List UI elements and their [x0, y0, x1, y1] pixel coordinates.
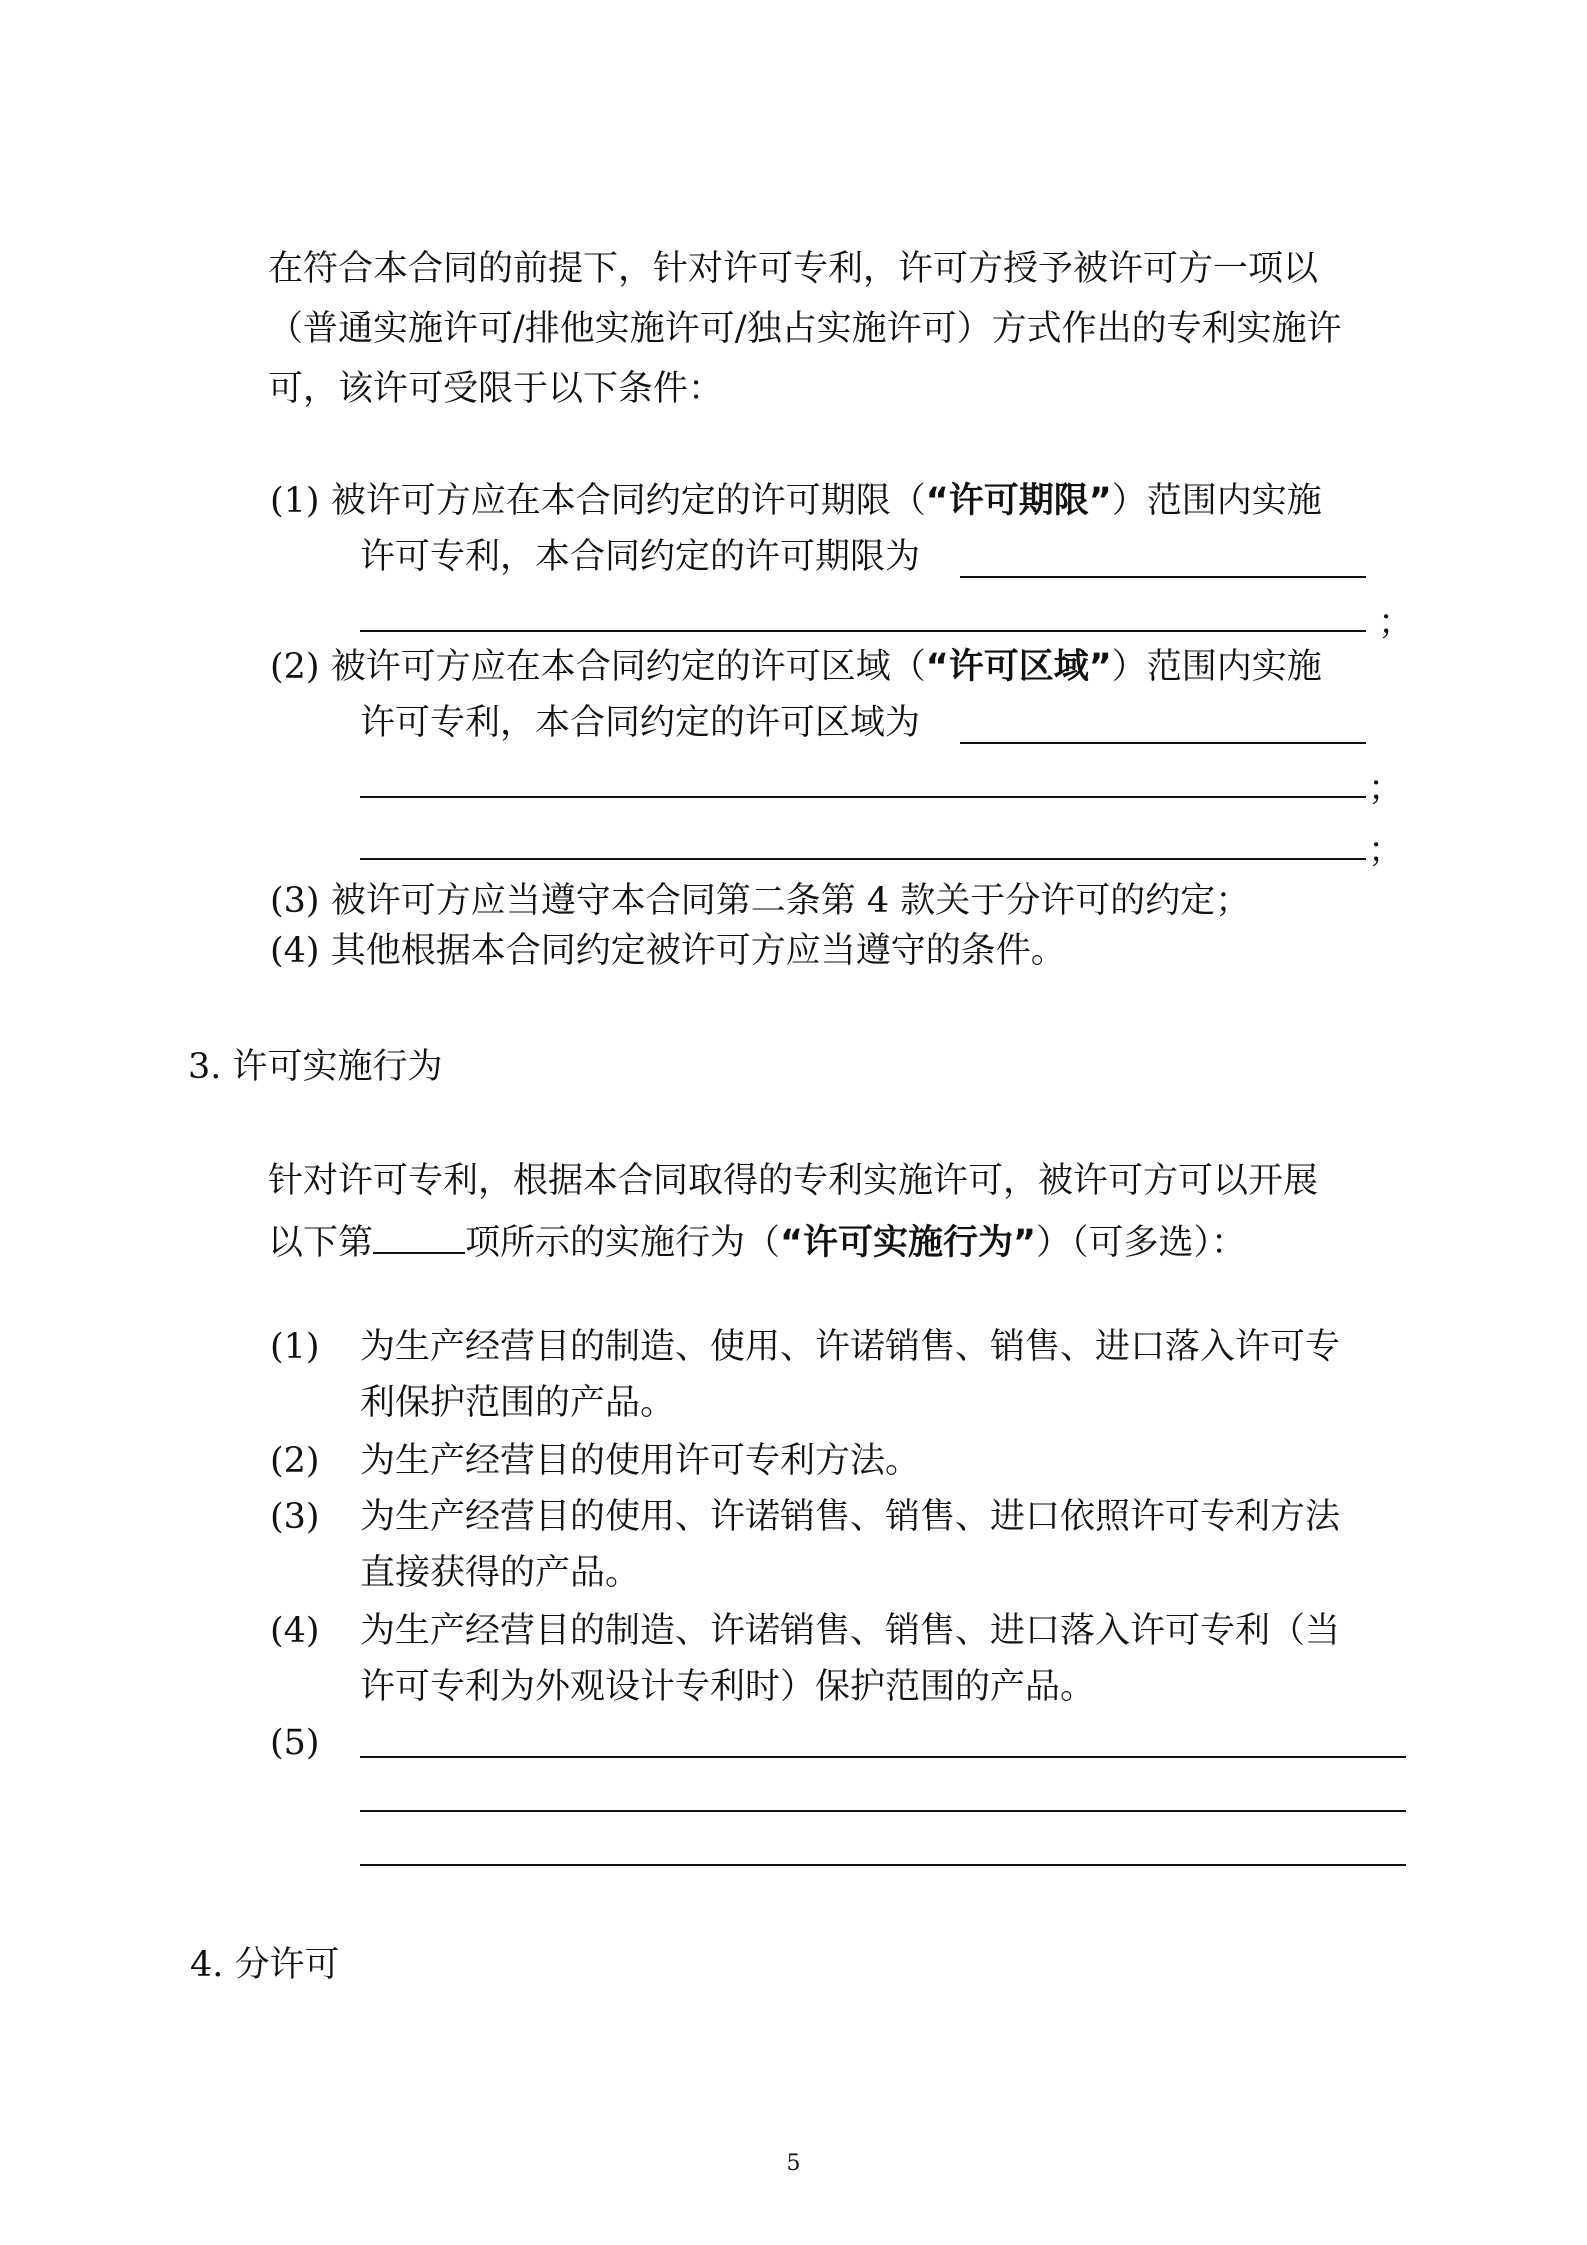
condition-1-pre: (1) 被许可方应在本合同约定的许可期限（ — [270, 481, 926, 521]
condition-1-semicolon: ； — [1378, 603, 1414, 643]
item-3-line-1: 为生产经营目的使用、许诺销售、销售、进口依照许可专利方法 — [360, 1497, 1341, 1537]
item-3-line-2: 直接获得的产品。 — [360, 1553, 641, 1593]
condition-1-line-2 — [360, 534, 920, 580]
section-3-term: “许可实施行为” — [780, 1223, 1037, 1263]
item-4-line-1: 为生产经营目的制造、许诺销售、销售、进口落入许可专利（当 — [360, 1611, 1341, 1651]
section-4-heading: 4. 分许可 — [190, 1945, 340, 1985]
intro-line-2: （普通实施许可/排他实施许可/独占实施许可）方式作出的专利实施许 — [268, 309, 1342, 349]
section-3-heading: 3. 许可实施行为 — [188, 1047, 443, 1087]
condition-2-pre: (2) 被许可方应在本合同约定的许可区域（ — [270, 647, 926, 687]
item-2-num: (2) — [270, 1441, 320, 1481]
page-number: 5 — [786, 2151, 801, 2176]
item-1-line-2: 利保护范围的产品。 — [360, 1383, 676, 1423]
condition-3: (3) 被许可方应当遵守本合同第二条第 4 款关于分许可的约定； — [270, 881, 1251, 921]
item-3-num: (3) — [270, 1497, 320, 1537]
item-4-line-2: 许可专利为外观设计专利时）保护范围的产品。 — [360, 1667, 1096, 1707]
condition-1-line-1 — [270, 478, 1322, 524]
condition-1-post: ）范围内实施 — [1111, 481, 1322, 521]
item-5-num: (5) — [270, 1723, 320, 1763]
item-5-blank-c[interactable] — [360, 1864, 1406, 1866]
item-1-num: (1) — [270, 1327, 320, 1367]
condition-2-blank-c[interactable] — [360, 858, 1366, 860]
condition-2-semicolon-a: ； — [1368, 769, 1404, 809]
condition-1-blank-a[interactable] — [960, 576, 1366, 578]
condition-2-blank-b[interactable] — [360, 796, 1366, 798]
item-5-blank-a[interactable] — [360, 1756, 1406, 1758]
section-3-line-2 — [268, 1216, 1246, 1266]
condition-2-line-1 — [270, 644, 1322, 690]
intro-line-3: 可，该许可受限于以下条件： — [268, 369, 724, 409]
section-3-item-blank[interactable] — [373, 1216, 465, 1254]
section-3-line-2-pre: 以下第 — [268, 1223, 374, 1263]
condition-2-line-2 — [360, 700, 920, 746]
section-3-line-1: 针对许可专利，根据本合同取得的专利实施许可，被许可方可以开展 — [268, 1161, 1319, 1201]
condition-2-line-2-text: 许可专利，本合同约定的许可区域为 — [360, 703, 921, 743]
section-3-line-2-post: ）（可多选）： — [1036, 1223, 1247, 1263]
condition-1-term: “许可期限” — [925, 481, 1112, 521]
condition-1-blank-b[interactable] — [360, 630, 1366, 632]
item-4-num: (4) — [270, 1611, 320, 1651]
intro-line-1: 在符合本合同的前提下，针对许可专利，许可方授予被许可方一项以 — [268, 249, 1319, 289]
condition-4: (4) 其他根据本合同约定被许可方应当遵守的条件。 — [270, 931, 1066, 971]
condition-2-term: “许可区域” — [925, 647, 1112, 687]
condition-2-blank-a[interactable] — [960, 742, 1366, 744]
condition-2-post: ）范围内实施 — [1111, 647, 1322, 687]
item-1-line-1: 为生产经营目的制造、使用、许诺销售、销售、进口落入许可专 — [360, 1327, 1341, 1367]
item-5-blank-b[interactable] — [360, 1810, 1406, 1812]
item-2-line-1: 为生产经营目的使用许可专利方法。 — [360, 1441, 921, 1481]
condition-2-semicolon-b: ； — [1368, 831, 1404, 871]
condition-1-line-2-text: 许可专利，本合同约定的许可期限为 — [360, 537, 921, 577]
section-3-line-2-mid: 项所示的实施行为（ — [465, 1223, 781, 1263]
